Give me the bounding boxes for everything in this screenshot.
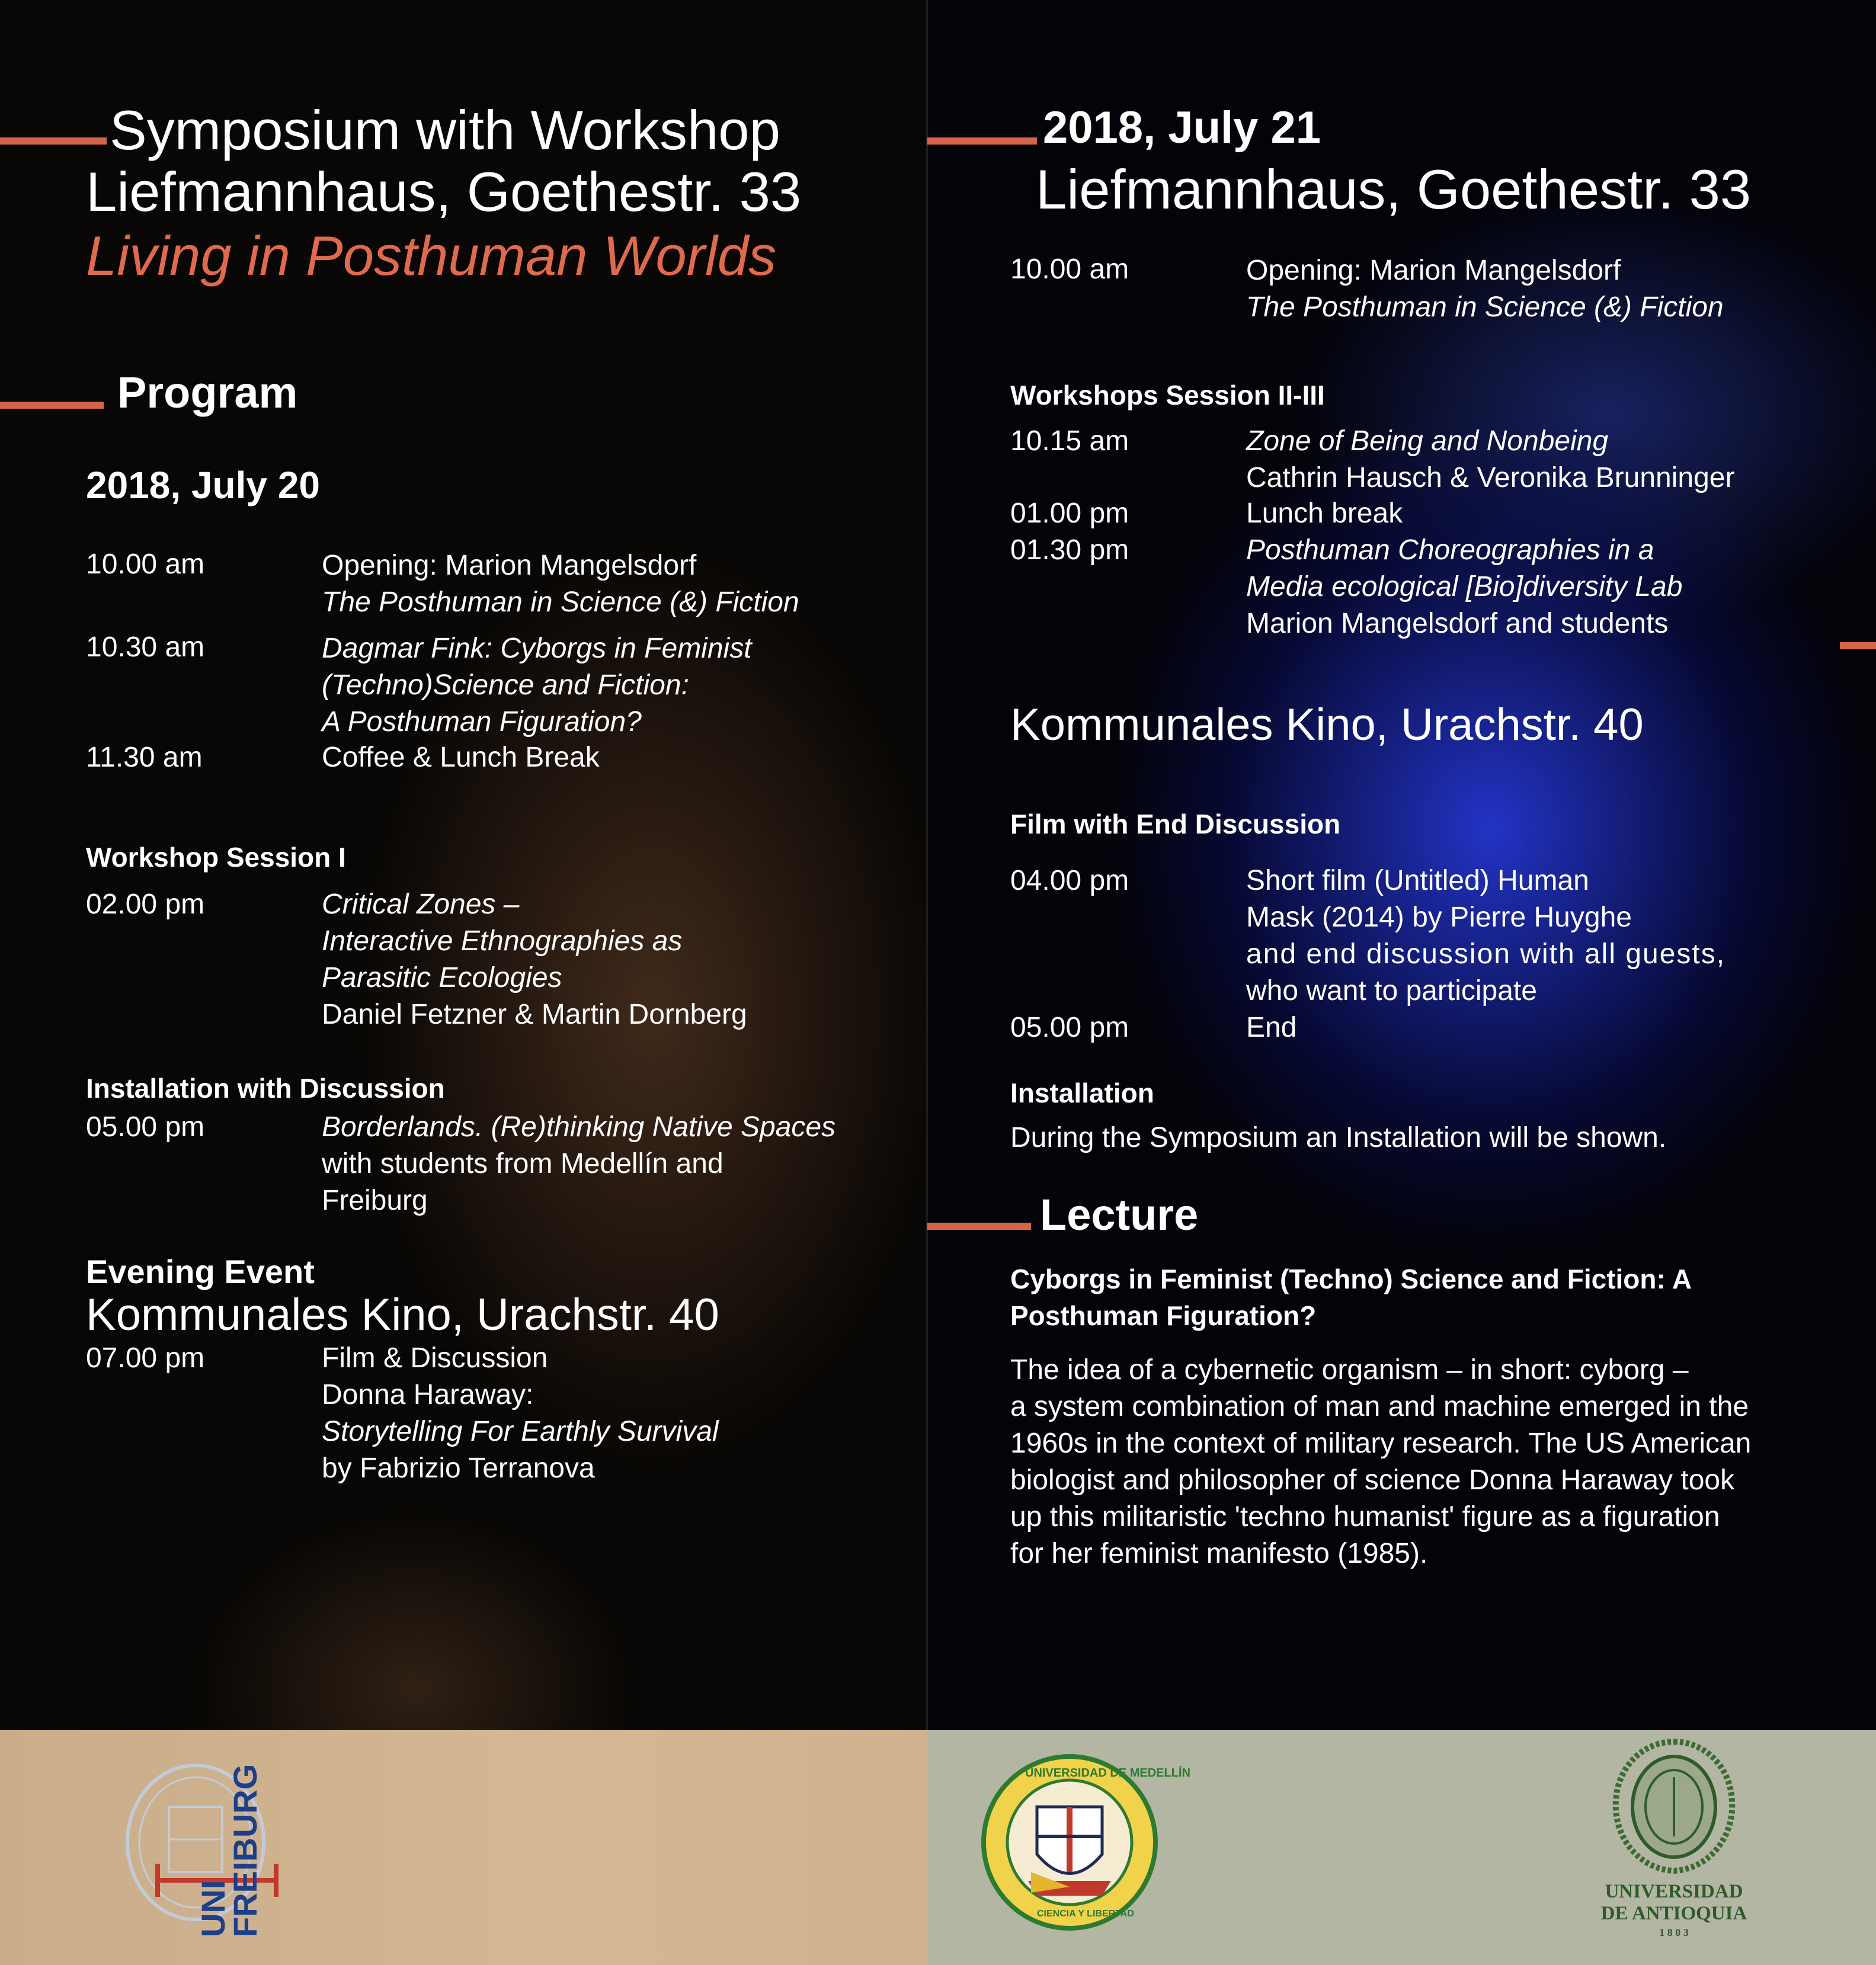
antioquia-year: 1 8 0 3 xyxy=(1659,1926,1689,1938)
schedule-item: with students from Medellín and xyxy=(322,1148,723,1179)
lecture-title: Cyborgs in Feminist (Techno) Science and Fiction: A xyxy=(1010,1264,1692,1294)
antioquia-seal-icon xyxy=(1603,1736,1745,1878)
right-panel xyxy=(927,0,1876,1730)
medellin-seal-text: UNIVERSIDAD DE MEDELLÍN xyxy=(1025,1767,1190,1780)
schedule-time: 10.30 am xyxy=(86,632,205,663)
schedule-time: 10.15 am xyxy=(1010,425,1129,457)
antioquia-logo xyxy=(1579,1736,1769,1961)
schedule-item: Parasitic Ecologies xyxy=(322,962,562,993)
schedule-item: Daniel Fetzner & Martin Dornberg xyxy=(322,999,747,1030)
medellin-motto: CIENCIA Y LIBERTAD xyxy=(1037,1909,1134,1919)
schedule-item: The Posthuman in Science (&) Fiction xyxy=(322,586,799,618)
footer-left xyxy=(0,1730,927,1965)
title-theme: Living in Posthuman Worlds xyxy=(86,225,777,287)
schedule-item: Marion Mangelsdorf and students xyxy=(1246,608,1669,639)
medellin-seal-icon xyxy=(981,1754,1158,1931)
schedule-item: Film & Discussion xyxy=(322,1342,548,1374)
workshops-heading: Workshops Session II-III xyxy=(1010,380,1325,411)
schedule-time: 05.00 pm xyxy=(86,1111,205,1143)
lecture-body-line: biologist and philosopher of science Donna Haraway took xyxy=(1010,1464,1735,1496)
schedule-item: Coffee & Lunch Break xyxy=(322,742,600,773)
lecture-body-line: for her feminist manifesto (1985). xyxy=(1010,1538,1428,1569)
footer-right xyxy=(927,1730,1876,1965)
day2-date: 2018, July 21 xyxy=(1043,102,1321,153)
antioquia-name-line1: UNIVERSIDAD xyxy=(1605,1881,1743,1902)
schedule-item: Posthuman Choreographies in a xyxy=(1246,534,1654,566)
schedule-time: 04.00 pm xyxy=(1010,865,1129,896)
schedule-time: 02.00 pm xyxy=(86,889,205,920)
film-heading: Film with End Discussion xyxy=(1010,809,1341,839)
schedule-item: Donna Haraway: xyxy=(322,1379,534,1411)
accent-bar xyxy=(1840,642,1876,649)
schedule-item: Opening: Marion Mangelsdorf xyxy=(322,550,697,581)
installation-text: During the Symposium an Installation will be shown. xyxy=(1010,1122,1667,1153)
schedule-item: The Posthuman in Science (&) Fiction xyxy=(1246,291,1724,323)
schedule-item: Interactive Ethnographies as xyxy=(322,925,683,957)
schedule-item: Media ecological [Bio]diversity Lab xyxy=(1246,571,1683,602)
lecture-heading: Lecture xyxy=(1040,1190,1199,1239)
schedule-time: 11.30 am xyxy=(86,742,203,773)
title-venue: Liefmannhaus, Goethestr. 33 xyxy=(86,161,802,223)
accent-bar xyxy=(0,137,107,145)
uni-freiburg-wordmark xyxy=(194,1759,264,1937)
accent-bar xyxy=(927,1223,1031,1230)
lecture-body-line: a system combination of man and machine emerged in the xyxy=(1010,1391,1749,1422)
evening-heading: Evening Event xyxy=(86,1253,315,1290)
accent-bar xyxy=(0,402,104,409)
day2-venue: Liefmannhaus, Goethestr. 33 xyxy=(1036,158,1752,220)
day1-date: 2018, July 20 xyxy=(86,464,320,507)
schedule-time: 10.00 am xyxy=(86,549,205,580)
schedule-time: 01.00 pm xyxy=(1010,498,1129,529)
medellin-logo xyxy=(981,1754,1190,1931)
schedule-item: Dagmar Fink: Cyborgs in Feminist xyxy=(322,633,752,664)
evening-venue: Kommunales Kino, Urachstr. 40 xyxy=(86,1290,719,1340)
workshop1-heading: Workshop Session I xyxy=(86,842,346,873)
schedule-item: Cathrin Hausch & Veronika Brunninger xyxy=(1246,462,1735,493)
schedule-item: Storytelling For Earthly Survival xyxy=(322,1416,719,1447)
left-panel xyxy=(0,0,927,1730)
kino-venue: Kommunales Kino, Urachstr. 40 xyxy=(1010,700,1644,750)
schedule-item: and end discussion with all guests, xyxy=(1246,938,1726,970)
program-heading: Program xyxy=(117,368,298,417)
schedule-item: Short film (Untitled) Human xyxy=(1246,865,1589,896)
schedule-item: Freiburg xyxy=(322,1185,428,1216)
lecture-body-line: 1960s in the context of military research. The US American xyxy=(1010,1428,1752,1459)
schedule-item: who want to participate xyxy=(1246,975,1537,1006)
freiburg-red-bar xyxy=(274,1864,278,1897)
schedule-item: End xyxy=(1246,1012,1297,1043)
lecture-body-line: The idea of a cybernetic organism – in short: cyborg – xyxy=(1010,1354,1689,1386)
schedule-item: by Fabrizio Terranova xyxy=(322,1453,595,1484)
schedule-time: 10.00 am xyxy=(1010,254,1129,285)
schedule-item: Opening: Marion Mangelsdorf xyxy=(1246,255,1621,286)
schedule-item: Borderlands. (Re)thinking Native Spaces xyxy=(322,1111,836,1143)
installation-heading: Installation xyxy=(1010,1078,1154,1108)
title-symposium: Symposium with Workshop xyxy=(110,99,780,161)
freiburg-red-bar xyxy=(155,1864,160,1897)
fold-line xyxy=(926,0,928,1965)
schedule-item: A Posthuman Figuration? xyxy=(322,706,642,738)
uni-text: UNI xyxy=(194,1880,232,1937)
schedule-item: (Techno)Science and Fiction: xyxy=(322,669,689,701)
freiburg-text: FREIBURG xyxy=(226,1764,264,1937)
installation-heading: Installation with Discussion xyxy=(86,1073,445,1104)
lecture-body-line: up this militaristic 'techno humanist' figure as a figuration xyxy=(1010,1501,1720,1533)
schedule-time: 01.30 pm xyxy=(1010,534,1129,566)
accent-bar xyxy=(927,137,1037,145)
schedule-item: Lunch break xyxy=(1246,498,1403,529)
uni-freiburg-logo xyxy=(107,1754,284,1943)
antioquia-name-line2: DE ANTIOQUIA xyxy=(1600,1903,1747,1924)
schedule-time: 07.00 pm xyxy=(86,1342,205,1374)
schedule-item: Critical Zones – xyxy=(322,889,520,920)
schedule-item: Mask (2014) by Pierre Huyghe xyxy=(1246,902,1632,933)
schedule-time: 05.00 pm xyxy=(1010,1012,1129,1043)
lecture-title: Posthuman Figuration? xyxy=(1010,1300,1317,1331)
schedule-item: Zone of Being and Nonbeing xyxy=(1246,425,1609,457)
